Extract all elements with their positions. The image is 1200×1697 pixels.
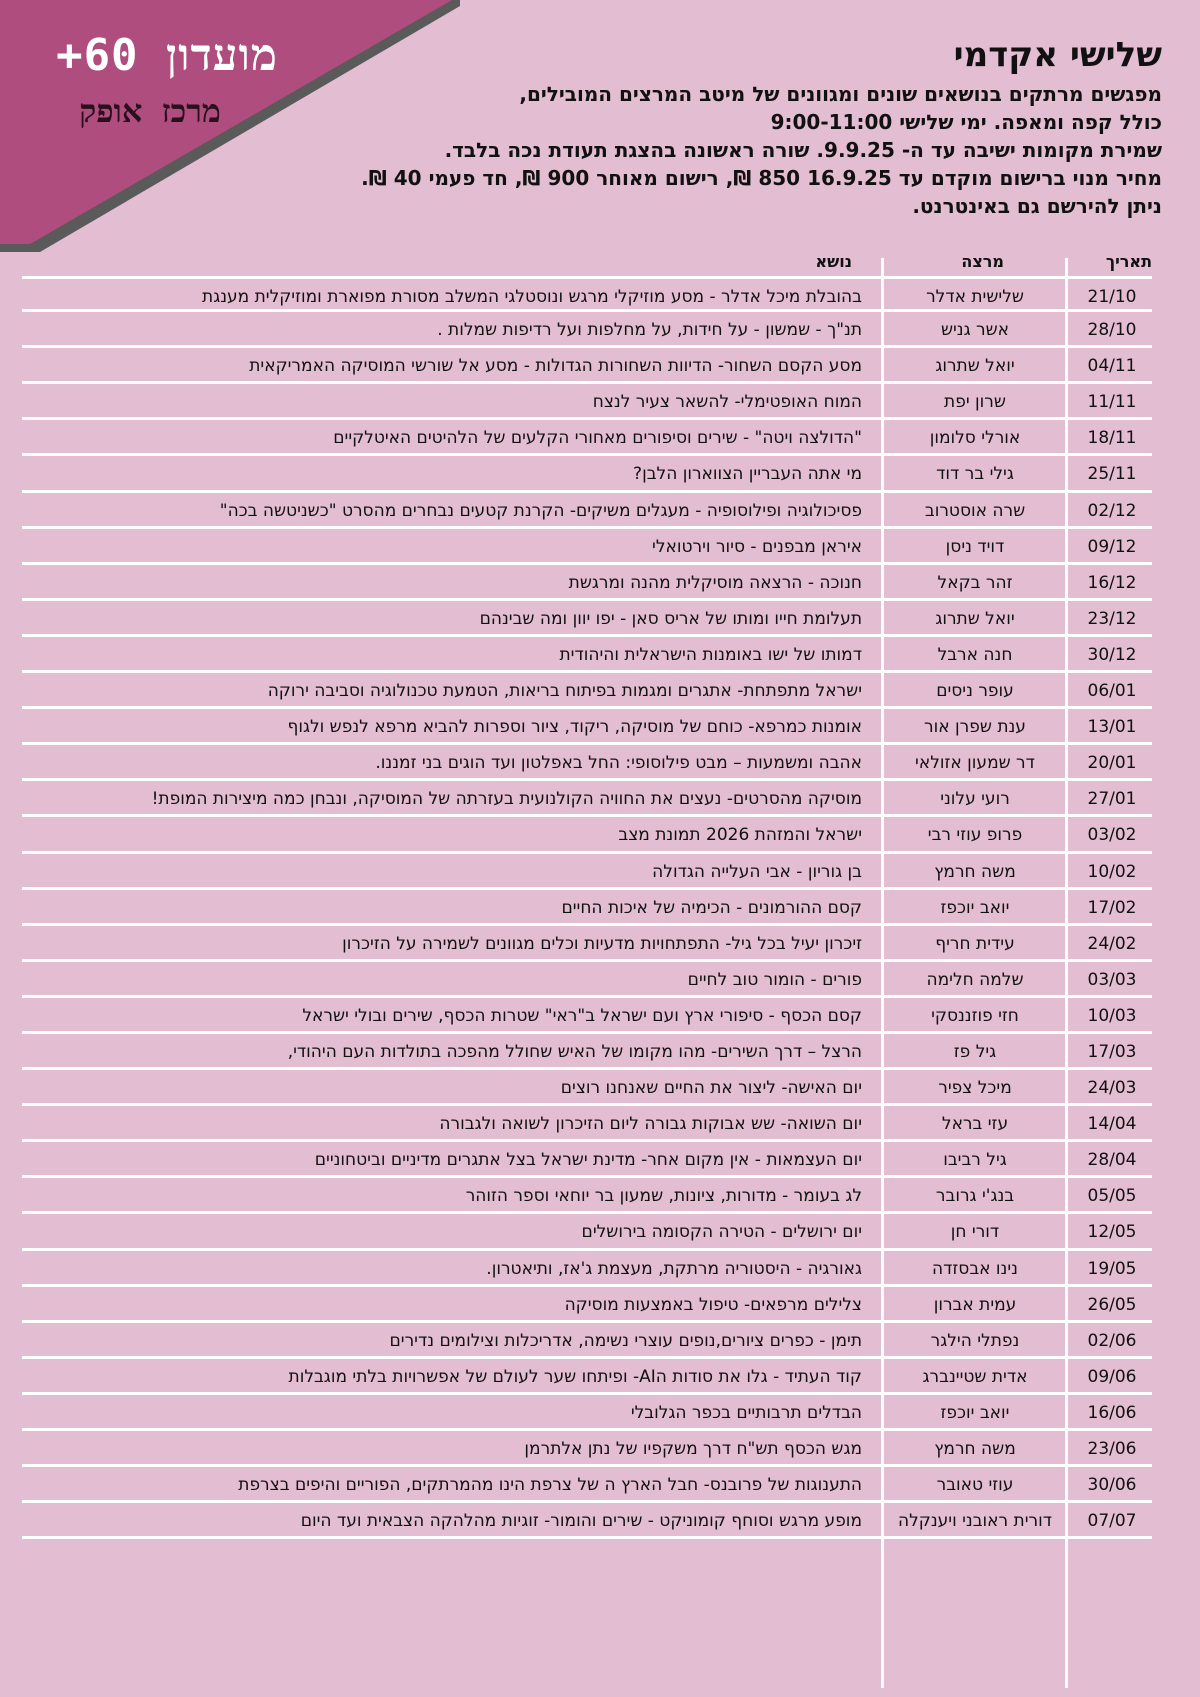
- row-date: 12/05: [1087, 1222, 1137, 1243]
- row-topic: תנ"ך - שמשון - על חידות, על מחלפות ועל רדיפות שמלות .: [437, 320, 862, 341]
- table-row: [22, 1467, 1152, 1503]
- row-date: 04/11: [1087, 356, 1137, 377]
- row-topic: תעלומת חייו ומותו של אריס סאן - יפו יוון ומה שבינהם: [479, 608, 862, 629]
- row-speaker: אשר גניש: [940, 320, 1010, 341]
- table-row: [22, 962, 1152, 998]
- row-date: 17/03: [1087, 1041, 1137, 1062]
- table-row: [22, 1106, 1152, 1142]
- row-date: 30/12: [1087, 644, 1137, 665]
- row-speaker: יואל שתרוג: [935, 608, 1015, 629]
- row-speaker: עזי בראל: [941, 1114, 1009, 1135]
- row-topic: "הדולצה ויטה" - שירים וסיפורים מאחורי הקלעים של הלהיטים האיטלקיים: [333, 428, 862, 449]
- row-speaker: גיל רביבו: [943, 1150, 1007, 1171]
- table-row: [22, 926, 1152, 962]
- table-row: [22, 1431, 1152, 1467]
- row-date: 25/11: [1087, 464, 1137, 485]
- row-date: 05/05: [1087, 1186, 1137, 1207]
- row-date: 16/06: [1087, 1402, 1137, 1423]
- row-speaker: חזי פוזננסקי: [931, 1005, 1019, 1026]
- row-topic: בן גוריון - אבי העלייה הגדולה: [652, 861, 862, 882]
- table-row: [22, 709, 1152, 745]
- row-topic: פורים - הומור טוב לחיים: [687, 969, 862, 990]
- table-row: [22, 1323, 1152, 1359]
- row-date: 17/02: [1087, 897, 1137, 918]
- row-topic: זיכרון יעיל בכל גיל- התפתחויות מדעיות וכלים מגוונים לשמירה על הזיכרון: [342, 933, 862, 954]
- table-row: [22, 1503, 1152, 1539]
- row-speaker: אורלי סלומון: [929, 428, 1021, 449]
- row-topic: פסיכולוגיה ופילוסופיה - מעגלים משיקים- הקרנת קטעים נבחרים מהסרט "כשניטשה בכה": [219, 500, 862, 521]
- row-topic: יום השואה- שש אבוקות גבורה ליום הזיכרון לשואה ולגבורה: [439, 1114, 862, 1135]
- row-date: 24/02: [1087, 933, 1137, 954]
- row-topic: יום ירושלים - הטירה הקסומה בירושלים: [581, 1222, 862, 1243]
- row-date: 02/06: [1087, 1330, 1137, 1351]
- row-date: 16/12: [1087, 572, 1137, 593]
- row-date: 20/01: [1087, 753, 1137, 774]
- table-row: [22, 1178, 1152, 1214]
- table-row: [22, 420, 1152, 456]
- row-topic: מגש הכסף תש"ח דרך משקפיו של נתן אלתרמן: [524, 1439, 862, 1459]
- row-topic: קוד העתיד - גלו את סודות הAI- ופיתחו שער לעולם של אפשרויות בלתי מוגבלות: [288, 1366, 862, 1387]
- row-topic: קסם הכסף - סיפורי ארץ ועם ישראל ב"ראי" שטרות הכסף, שירים ובולי ישראל: [302, 1005, 862, 1026]
- row-speaker: שלישית אדלר: [926, 287, 1024, 307]
- row-date: 03/02: [1087, 825, 1137, 846]
- table-row: [22, 384, 1152, 420]
- table-row: [22, 1287, 1152, 1323]
- table-row: [22, 1142, 1152, 1178]
- row-speaker: יואל שתרוג: [935, 356, 1015, 377]
- table-row: [22, 637, 1152, 673]
- table-row: [22, 1034, 1152, 1070]
- row-topic: מסע הקסם השחור- הדיוות השחורות הגדולות - מסע אל שורשי המוסיקה האמריקאית: [249, 356, 862, 377]
- row-date: 23/06: [1087, 1439, 1137, 1459]
- row-topic: תימן - כפרים ציורים,נופים עוצרי נשימה, אדריכלות וצילומים נדירים: [389, 1330, 862, 1351]
- intro-line: מפגשים מרתקים בנושאים שונים ומגוונים של מיטב המרצים המובילים,: [519, 82, 1162, 106]
- table-row: [22, 745, 1152, 781]
- row-topic: לג בעומר - מדורות, ציונות, שמעון בר יוחאי וספר הזוהר: [465, 1186, 862, 1207]
- row-topic: איראן מבפנים - סיור וירטואלי: [652, 536, 862, 557]
- row-speaker: דורית ראובני ויענקלה: [897, 1511, 1053, 1532]
- row-topic: יום העצמאות - אין מקום אחר- מדינת ישראל בצל אתגרים מדיניים וביטחוניים: [314, 1150, 862, 1171]
- row-topic: הרצל – דרך השירים- מהו מקומו של האיש שחולל מהפכה בתולדות העם היהודי,: [287, 1041, 862, 1062]
- club-subtitle: מרכז אופק: [79, 92, 221, 130]
- row-topic: גאורגיה - היסטוריה מרתקת, מעצמת ג'אז, ותיאטרון.: [486, 1258, 862, 1279]
- table-row: [22, 1395, 1152, 1431]
- intro-line: ניתן להירשם גם באינטרנט.: [912, 194, 1162, 218]
- row-speaker: דר שמעון אזולאי: [915, 753, 1035, 774]
- row-date: 11/11: [1087, 392, 1137, 413]
- row-topic: צלילים מרפאים- טיפול באמצעות מוסיקה: [564, 1294, 862, 1315]
- row-date: 21/10: [1087, 287, 1137, 307]
- table-row: [22, 276, 1152, 312]
- table-row: [22, 781, 1152, 817]
- row-speaker: דורי חן: [950, 1222, 1000, 1243]
- row-date: 14/04: [1087, 1114, 1137, 1135]
- intro-line: מחיר מנוי ברישום מוקדם עד 16.9.25 850 ₪, רישום מאוחר 900 ₪, חד פעמי 40 ₪.: [361, 166, 1162, 190]
- row-date: 28/10: [1087, 320, 1137, 341]
- table-row: [22, 1070, 1152, 1106]
- table-row: [22, 1359, 1152, 1395]
- row-speaker: אדית שטיינברג: [922, 1366, 1028, 1387]
- row-speaker: יואב יוכפז: [940, 897, 1010, 918]
- row-date: 10/03: [1087, 1005, 1137, 1026]
- row-speaker: בנג'י גרובר: [935, 1186, 1015, 1207]
- table-row: [22, 998, 1152, 1034]
- table-body: [22, 276, 1152, 1539]
- row-speaker: שרון יפת: [944, 392, 1006, 413]
- row-topic: אומנות כמרפא- כוחם של מוסיקה, ריקוד, ציור וספרות להביא מרפא לנפש ולגוף: [287, 717, 862, 738]
- row-topic: ישראל מתפתחת- אתגרים ומגמות בפיתוח בריאות, הטמעת טכנולוגיה וסביבה ירוקה: [267, 681, 862, 702]
- row-speaker: עופר ניסים: [936, 681, 1014, 702]
- row-speaker: משה חרמץ: [934, 861, 1016, 882]
- table-row: [22, 456, 1152, 492]
- row-speaker: שרה אוסטרוב: [924, 500, 1026, 521]
- row-date: 09/06: [1087, 1366, 1137, 1387]
- table-row: [22, 890, 1152, 926]
- row-date: 28/04: [1087, 1150, 1137, 1171]
- table-row: [22, 1251, 1152, 1287]
- row-speaker: עוזי טאובר: [936, 1475, 1014, 1496]
- table-row: [22, 854, 1152, 890]
- row-date: 02/12: [1087, 500, 1137, 521]
- row-speaker: נינו אבסזדה: [932, 1258, 1018, 1279]
- table-row: [22, 1214, 1152, 1250]
- row-topic: מוסיקה מהסרטים- נעצים את החוויה הקולנועית בעזרתה של המוסיקה, ונבחן כמה מיצירות המופת!: [151, 789, 862, 810]
- row-speaker: דויד ניסן: [945, 536, 1005, 557]
- table-row: [22, 312, 1152, 348]
- intro-line: כולל קפה ומאפה. ימי שלישי 9:00-11:00: [770, 110, 1162, 134]
- row-topic: חנוכה - הרצאה מוסיקלית מהנה ומרגשת: [568, 572, 862, 593]
- header-speaker: מרצה: [961, 252, 1004, 271]
- header-topic: נושא: [815, 252, 852, 271]
- row-speaker: גיל פז: [953, 1041, 997, 1062]
- row-speaker: רועי עלוני: [940, 789, 1010, 810]
- row-speaker: פרופ עוזי רבי: [927, 825, 1023, 846]
- row-topic: קסם ההורמונים - הכימיה של איכות החיים: [561, 897, 862, 918]
- row-topic: הבדלים תרבותיים בכפר הגלובלי: [630, 1402, 862, 1423]
- row-date: 27/01: [1087, 789, 1137, 810]
- table-row: [22, 565, 1152, 601]
- row-date: 10/02: [1087, 861, 1137, 882]
- row-date: 30/06: [1087, 1475, 1137, 1496]
- row-speaker: נפתלי הילגר: [930, 1330, 1020, 1351]
- row-topic: בהובלת מיכל אדלר - מסע מוזיקלי מרגש ונוסטלגי המשלב מסורת מפוארת ומוזיקלית מענגת: [202, 287, 862, 307]
- row-date: 09/12: [1087, 536, 1137, 557]
- table-row: [22, 817, 1152, 853]
- table-row: [22, 493, 1152, 529]
- row-topic: מופע מרגש וסוחף קומוניקט - שירים והומור- זוגיות מהלהקה הצבאית ועד היום: [300, 1511, 862, 1532]
- row-topic: ישראל והמזהת 2026 תמונת מצב: [618, 825, 862, 846]
- club-title: מועדון 60+: [56, 30, 278, 81]
- row-speaker: זהר בקאל: [937, 572, 1013, 593]
- row-speaker: שלמה חלימה: [926, 969, 1024, 990]
- table-row: [22, 348, 1152, 384]
- row-date: 07/07: [1087, 1511, 1137, 1532]
- row-topic: אהבה ומשמעות – מבט פילוסופי: החל באפלטון ועד הוגים בני זמננו.: [375, 753, 862, 774]
- row-date: 24/03: [1087, 1078, 1137, 1099]
- row-date: 23/12: [1087, 608, 1137, 629]
- row-speaker: ענת שפרן אור: [924, 717, 1026, 738]
- header-date: תאריך: [1105, 252, 1152, 271]
- row-speaker: עידית חריף: [935, 933, 1015, 954]
- table-header: [22, 250, 1152, 276]
- row-topic: המוח האופטימלי- להשאר צעיר לנצח: [592, 392, 862, 413]
- row-date: 19/05: [1087, 1258, 1137, 1279]
- row-speaker: גילי בר דוד: [936, 464, 1014, 485]
- row-date: 06/01: [1087, 681, 1137, 702]
- row-topic: יום האישה- ליצור את החיים שאנחנו רוצים: [560, 1078, 862, 1099]
- row-date: 26/05: [1087, 1294, 1137, 1315]
- row-speaker: עמית אברון: [933, 1294, 1017, 1315]
- schedule-table: [22, 250, 1152, 1539]
- row-speaker: משה חרמץ: [934, 1439, 1016, 1459]
- page-title: שלישי אקדמי: [953, 35, 1162, 75]
- row-date: 13/01: [1087, 717, 1137, 738]
- row-topic: התענוגות של פרובנס- חבל הארץ ה של צרפת הינו מהמרתקים, הפוריים והיפים בצרפת: [238, 1475, 862, 1496]
- row-speaker: חנה ארבל: [937, 644, 1013, 665]
- row-speaker: מיכל צפיר: [938, 1078, 1012, 1099]
- table-row: [22, 529, 1152, 565]
- intro-line: שמירת מקומות ישיבה עד ה- 9.9.25. שורה ראשונה בהצגת תעודת נכה בלבד.: [444, 138, 1162, 162]
- row-date: 18/11: [1087, 428, 1137, 449]
- row-topic: מי אתה העבריין הצווארון הלבן?: [633, 464, 862, 485]
- row-date: 03/03: [1087, 969, 1137, 990]
- page-header: [342, 30, 1162, 220]
- table-row: [22, 673, 1152, 709]
- row-topic: דמותו של ישו באומנות הישראלית והיהודית: [559, 644, 862, 665]
- table-row: [22, 601, 1152, 637]
- row-speaker: יואב יוכפז: [940, 1402, 1010, 1423]
